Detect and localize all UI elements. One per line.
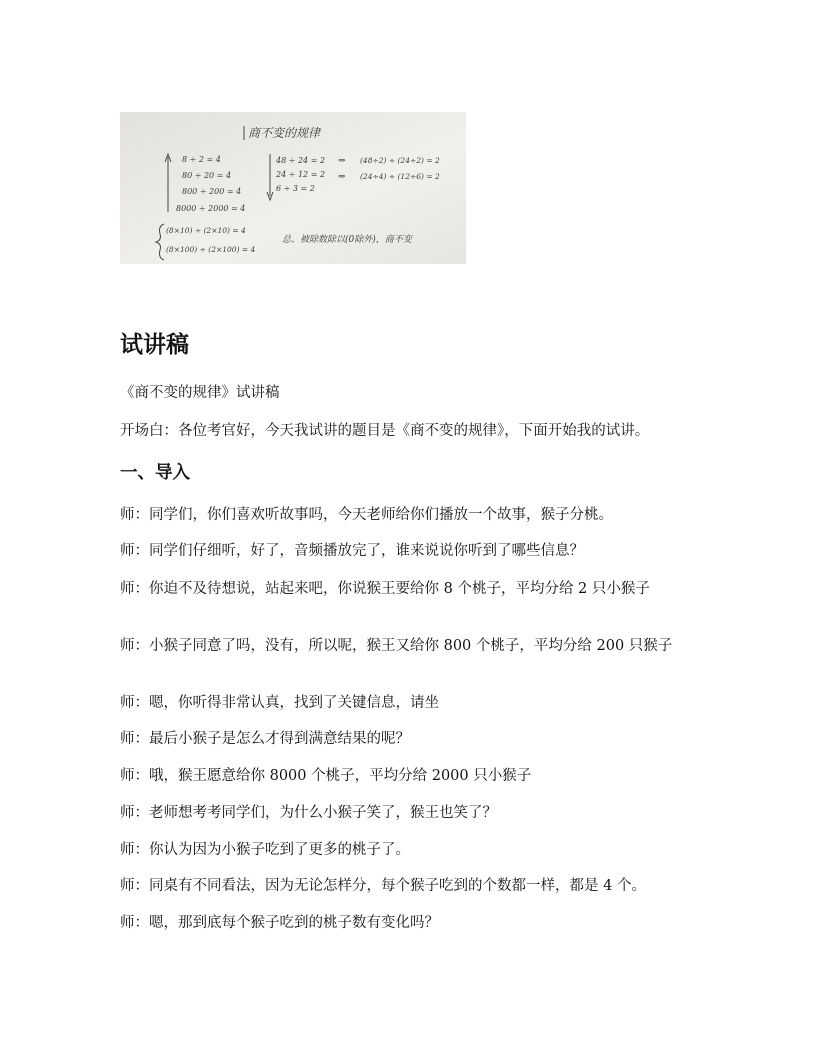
paragraph-11: 师：嗯，那到底每个猴子吃到的桃子数有变化吗？ [120, 915, 439, 931]
handwriting-image [120, 112, 466, 264]
paragraph-8: 师：老师想考考同学们，为什么小猴子笑了，猴王也笑了？ [120, 805, 497, 821]
arrow-1: ⇒ [338, 156, 346, 166]
paragraph-9: 师：你认为因为小猴子吃到了更多的桃子了。 [120, 842, 410, 858]
left-eq-4: 8000 ÷ 2000 = 4 [176, 204, 246, 213]
section-title-intro: 一、导入 [120, 463, 190, 483]
subtitle: 《商不变的规律》试讲稿 [120, 385, 280, 401]
opening-remarks: 开场白：各位考官好，今天我试讲的题目是《商不变的规律》，下面开始我的试讲。 [120, 423, 650, 439]
arrow-2: ⇒ [338, 172, 346, 182]
paragraph-2: 师：同学们仔细听，好了，音频播放完了，谁来说说你听到了哪些信息？ [120, 543, 584, 559]
handwritten-notes-photo [120, 112, 466, 264]
left-eq-3: 800 ÷ 200 = 4 [182, 187, 242, 196]
mid-eq-1: 48 ÷ 24 = 2 [276, 156, 326, 165]
left-eq-2: 80 ÷ 20 = 4 [182, 171, 232, 180]
mid-eq-3: 6 ÷ 3 = 2 [276, 184, 315, 193]
heading-title: 试讲稿 [120, 332, 189, 358]
paragraph-4: 师：小猴子同意了吗，没有，所以呢，猴王又给你 800 个桃子，平均分给 200 只猴子 [120, 638, 673, 654]
paragraph-3: 师：你迫不及待想说，站起来吧，你说猴王要给你 8 个桃子，平均分给 2 只小猴子 [120, 581, 650, 597]
paragraph-6: 师：最后小猴子是怎么才得到满意结果的呢？ [120, 731, 410, 747]
right-eq-1: (48÷2) ÷ (24÷2) = 2 [360, 156, 440, 165]
photo-summary: 总、被除数除以(0除外)，商不变 [282, 235, 412, 245]
paragraph-10: 师：同桌有不同看法，因为无论怎样分，每个猴子吃到的个数都一样，都是 4 个。 [120, 878, 646, 894]
left-eq-6: (8×100) ÷ (2×100) = 4 [166, 245, 256, 254]
photo-title: 商不变的规律 [248, 126, 321, 140]
left-eq-5: (8×10) ÷ (2×10) = 4 [166, 226, 246, 235]
right-eq-2: (24÷4) ÷ (12÷6) = 2 [360, 172, 440, 181]
paragraph-1: 师：同学们，你们喜欢听故事吗，今天老师给你们播放一个故事，猴子分桃。 [120, 507, 613, 523]
left-eq-1: 8 ÷ 2 = 4 [182, 155, 221, 164]
mid-eq-2: 24 ÷ 12 = 2 [276, 170, 326, 179]
paragraph-7: 师：哦，猴王愿意给你 8000 个桃子，平均分给 2000 只小猴子 [120, 768, 532, 784]
paragraph-5: 师：嗯，你听得非常认真，找到了关键信息，请坐 [120, 695, 439, 711]
